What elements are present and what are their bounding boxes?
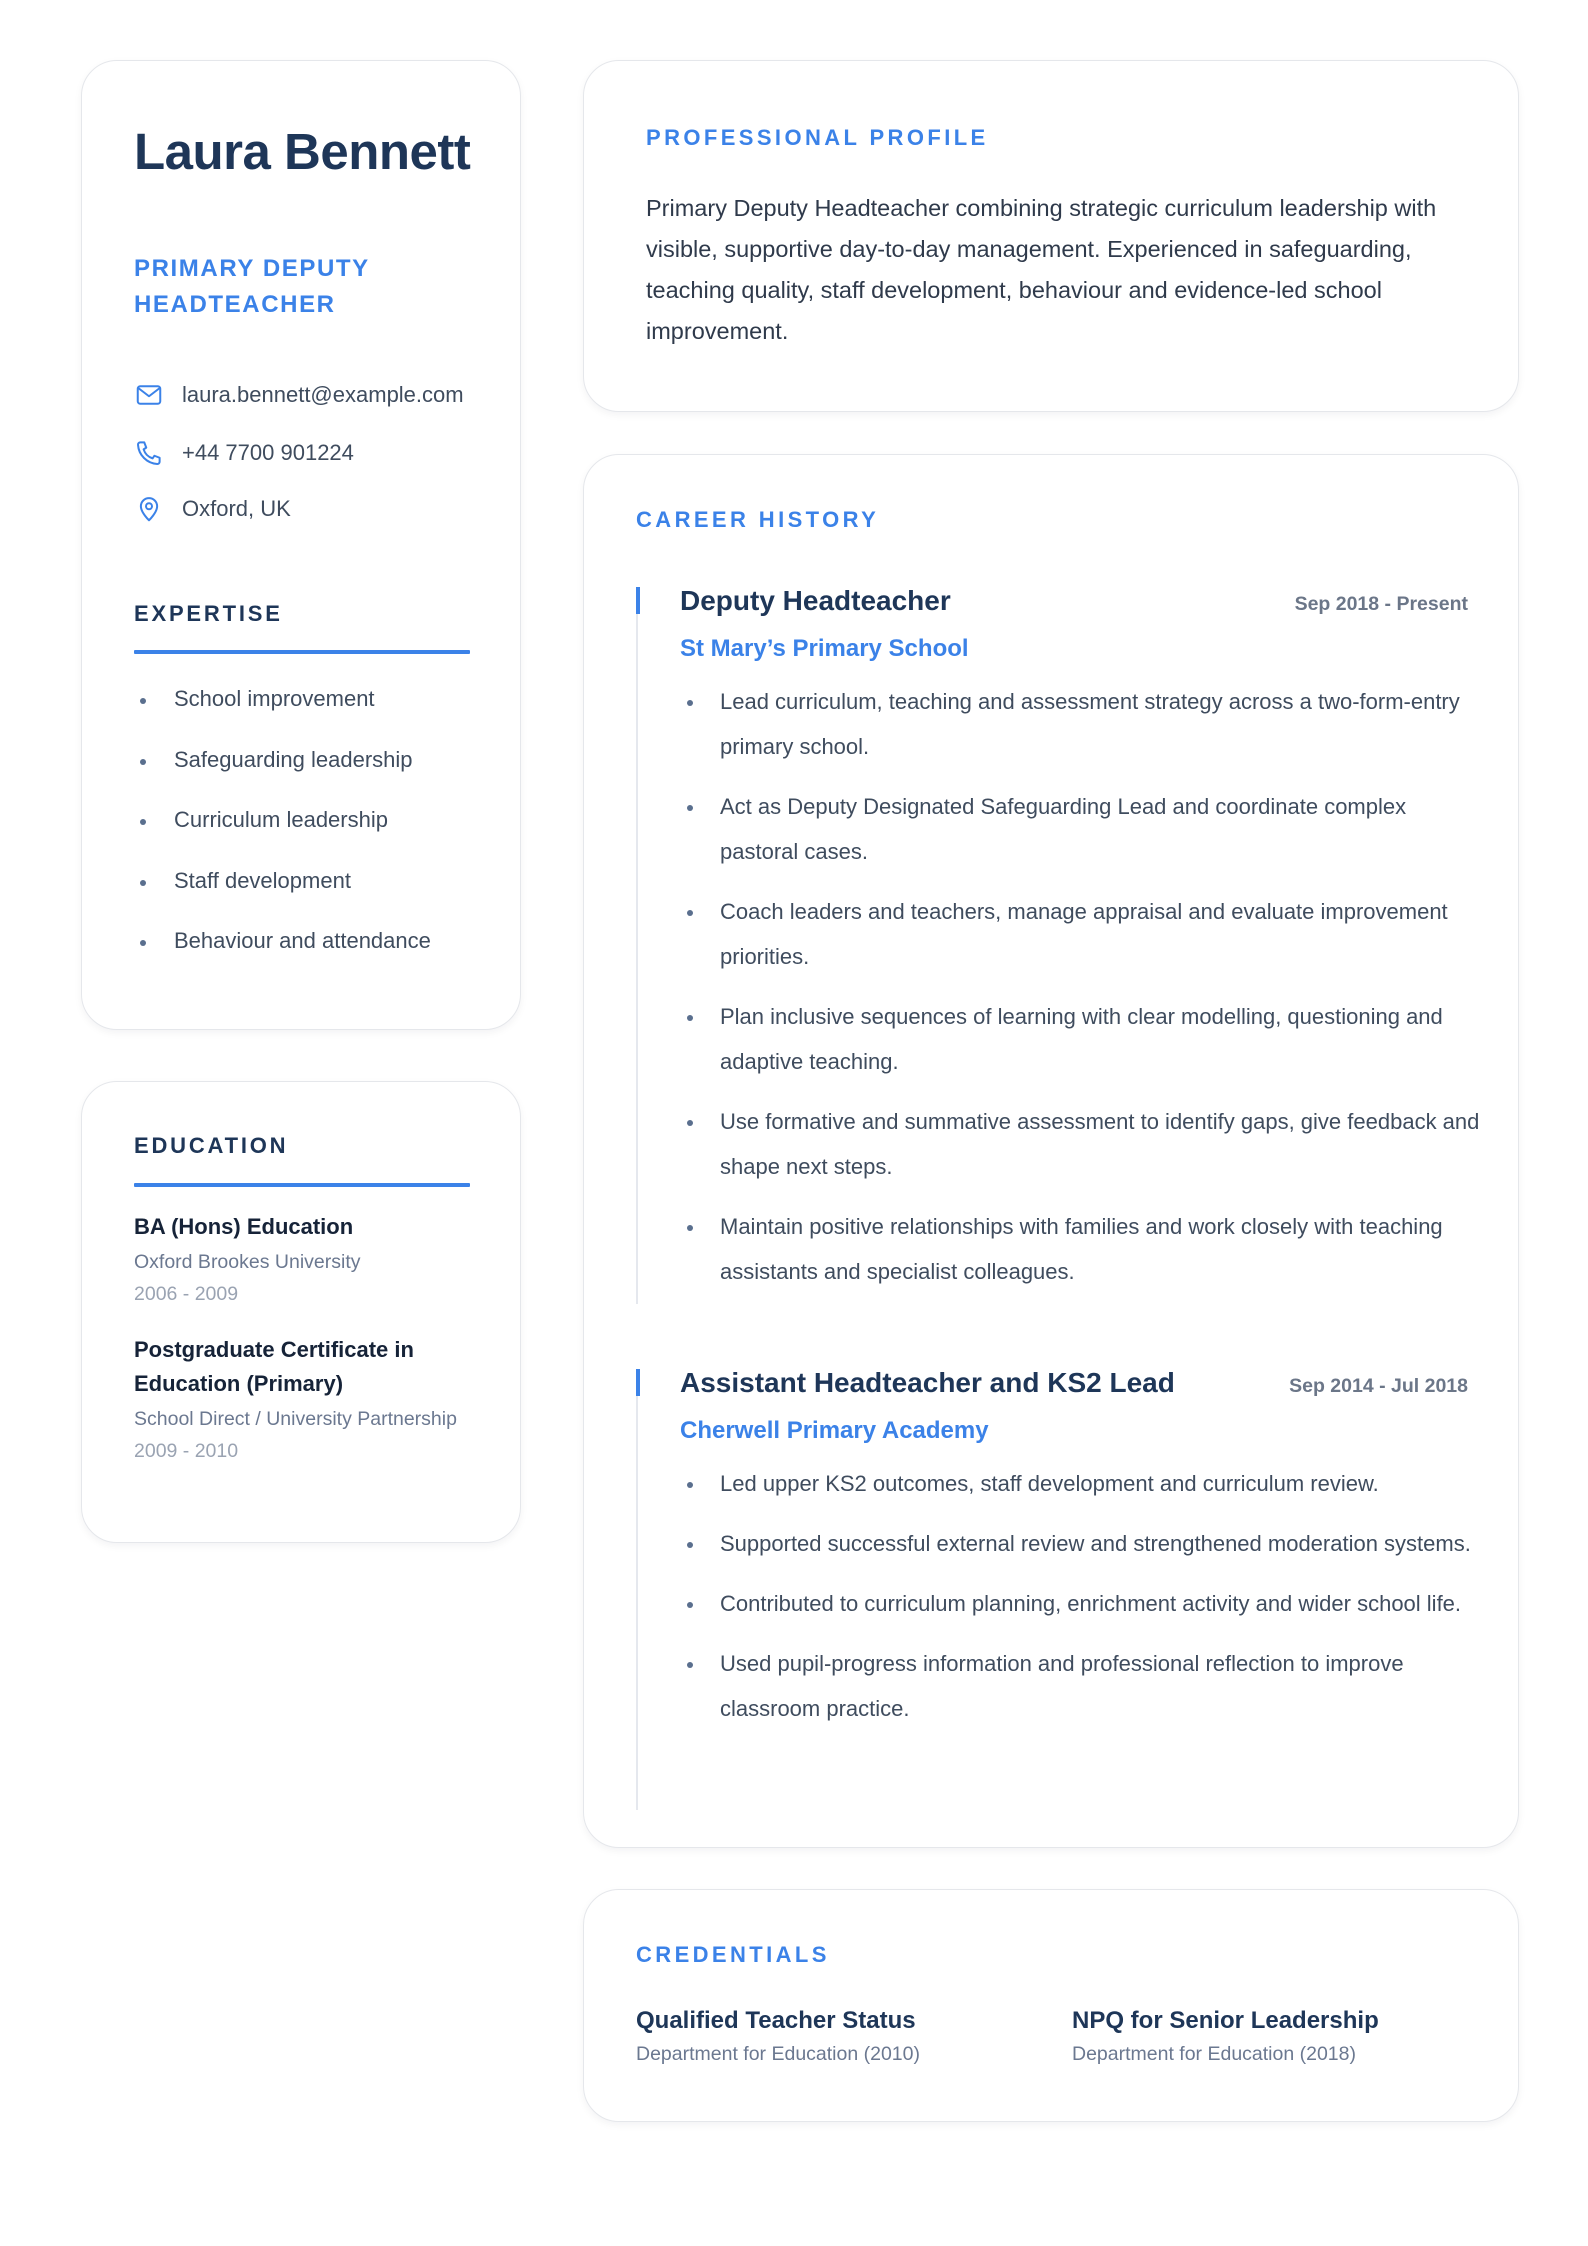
expertise-item: Safeguarding leadership	[134, 742, 474, 803]
email-text: laura.bennett@example.com	[182, 382, 464, 407]
job-timeline-line	[636, 614, 638, 1304]
credentials-card	[583, 1889, 1519, 2122]
phone-text: +44 7700 901224	[182, 440, 354, 465]
expertise-item: School improvement	[134, 681, 474, 742]
duty-item: Contributed to curriculum planning, enrichment activity and wider school life.	[680, 1581, 1480, 1626]
expertise-list	[134, 681, 474, 984]
map-pin-icon	[134, 494, 164, 524]
credential-item	[636, 2004, 1036, 2070]
education-card	[81, 1081, 521, 1543]
profile-heading: PROFESSIONAL PROFILE	[646, 125, 989, 150]
education-degree: Postgraduate Certificate in Education (Primary)	[134, 1337, 414, 1396]
credentials-heading: CREDENTIALS	[636, 1942, 830, 1967]
job-duties	[680, 1461, 1480, 1746]
expertise-item: Curriculum leadership	[134, 802, 474, 863]
job-organisation: Cherwell Primary Academy	[680, 1417, 989, 1444]
job-role: Deputy Headteacher	[680, 585, 951, 616]
expertise-item: Staff development	[134, 863, 474, 924]
education-degree: BA (Hons) Education	[134, 1214, 354, 1239]
education-item	[134, 1333, 484, 1467]
duty-item: Led upper KS2 outcomes, staff development and curriculum review.	[680, 1461, 1480, 1506]
credential-title: NPQ for Senior Leadership	[1072, 2007, 1379, 2034]
career-history-card	[583, 454, 1519, 1848]
job-dates: Sep 2018 - Present	[1294, 593, 1468, 615]
profile-summary: Primary Deputy Headteacher combining strategic curriculum leadership with visible, supportive day-to-day management. Experienced in safeguarding, teaching quality, staff development, behaviour and evidence-led school improvement.	[646, 195, 1437, 344]
contact-location	[134, 491, 494, 527]
duty-item: Lead curriculum, teaching and assessment strategy across a two-form-entry primary school.	[680, 679, 1480, 769]
expertise-heading: EXPERTISE	[134, 601, 283, 626]
education-rule	[134, 1183, 470, 1187]
credential-item	[1072, 2004, 1472, 2070]
job-dates: Sep 2014 - Jul 2018	[1289, 1375, 1468, 1397]
job-accent-bar	[636, 1369, 640, 1396]
duty-item: Act as Deputy Designated Safeguarding Lead and coordinate complex pastoral cases.	[680, 784, 1480, 874]
candidate-name: Laura Bennett	[134, 123, 471, 180]
job-accent-bar	[636, 587, 640, 614]
duty-item: Use formative and summative assessment to identify gaps, give feedback and shape next steps.	[680, 1099, 1480, 1189]
job-duties	[680, 679, 1480, 1309]
job-role: Assistant Headteacher and KS2 Lead	[680, 1367, 1175, 1398]
expertise-item: Behaviour and attendance	[134, 923, 474, 984]
professional-profile-card	[583, 60, 1519, 412]
education-school: School Direct / University Partnership	[134, 1408, 457, 1430]
credential-issuer: Department for Education (2018)	[1072, 2043, 1356, 2065]
career-heading: CAREER HISTORY	[636, 507, 880, 532]
education-school: Oxford Brookes University	[134, 1251, 361, 1273]
credential-title: Qualified Teacher Status	[636, 2007, 916, 2034]
duty-item: Maintain positive relationships with families and work closely with teaching assistants and specialist colleagues.	[680, 1204, 1480, 1294]
education-heading: EDUCATION	[134, 1133, 289, 1158]
duty-item: Plan inclusive sequences of learning with clear modelling, questioning and adaptive teaching.	[680, 994, 1480, 1084]
education-years: 2009 - 2010	[134, 1440, 239, 1462]
mail-icon	[134, 380, 164, 410]
contact-phone[interactable]	[134, 435, 494, 471]
profile-card	[81, 60, 521, 1030]
contact-email[interactable]	[134, 377, 494, 413]
duty-item: Supported successful external review and strengthened moderation systems.	[680, 1521, 1480, 1566]
duty-item: Coach leaders and teachers, manage appraisal and evaluate improvement priorities.	[680, 889, 1480, 979]
phone-icon	[134, 438, 164, 468]
education-years: 2006 - 2009	[134, 1283, 239, 1305]
location-text: Oxford, UK	[182, 496, 291, 521]
job-timeline-line	[636, 1396, 638, 1810]
candidate-title: PRIMARY DEPUTY HEADTEACHER	[134, 255, 370, 318]
education-item	[134, 1210, 484, 1310]
job-organisation: St Mary’s Primary School	[680, 635, 969, 662]
credential-issuer: Department for Education (2010)	[636, 2043, 920, 2065]
duty-item: Used pupil-progress information and professional reflection to improve classroom practice.	[680, 1641, 1480, 1731]
expertise-rule	[134, 650, 470, 654]
